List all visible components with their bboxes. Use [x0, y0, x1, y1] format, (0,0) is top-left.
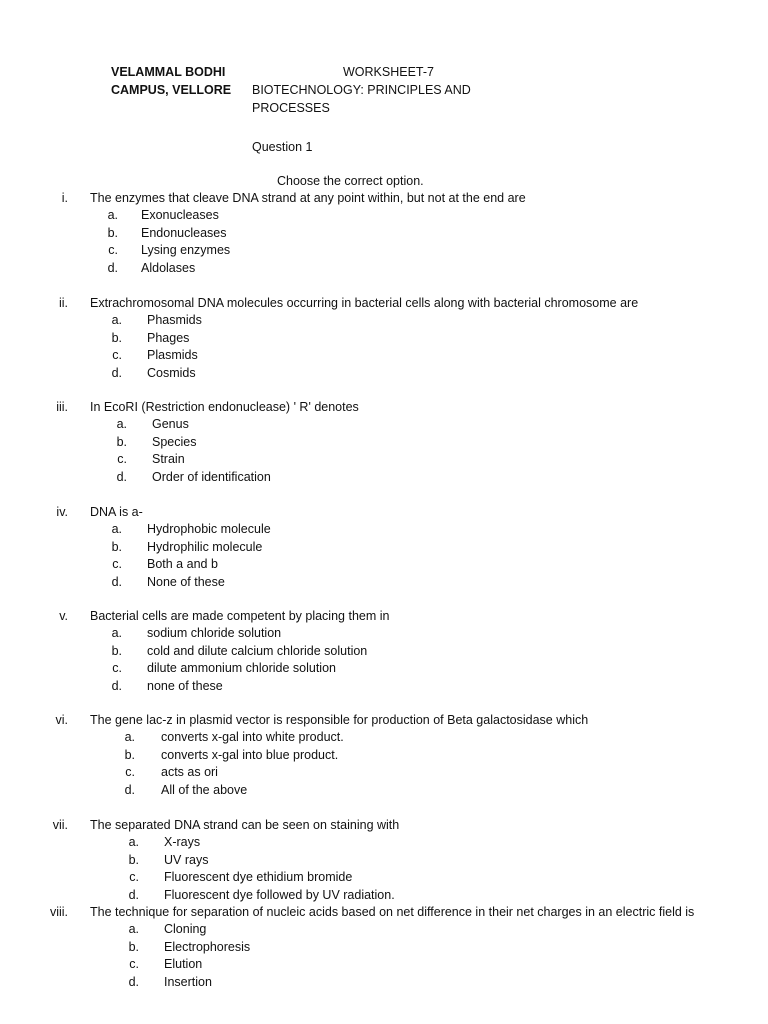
option-label: d. — [111, 678, 122, 693]
option-text: Elution — [164, 957, 203, 972]
option-label: c. — [112, 557, 122, 572]
option-text: none of these — [147, 678, 223, 693]
option-text: Both a and b — [147, 557, 218, 572]
question-text: The enzymes that cleave DNA strand at any point within, but not at the end are — [90, 191, 526, 205]
subject-title — [252, 82, 471, 117]
question-text: The separated DNA strand can be seen on staining with — [90, 818, 400, 832]
option-text: converts x-gal into blue product. — [161, 747, 339, 762]
option-label: d. — [128, 974, 139, 989]
option-label: b. — [111, 643, 122, 658]
question-text: The technique for separation of nucleic acids based on net difference in their net charges in an electric field is — [90, 905, 695, 919]
option-text: Phages — [147, 330, 190, 345]
question-text: Bacterial cells are made competent by placing them in — [90, 609, 390, 623]
option-text: All of the above — [161, 782, 248, 797]
question-number: vi. — [55, 713, 68, 727]
option-label: d. — [111, 365, 122, 380]
option-text: Fluorescent dye followed by UV radiation. — [164, 887, 395, 902]
option-label: b. — [107, 225, 118, 240]
option-label: d. — [107, 260, 118, 275]
option-label: c. — [112, 661, 122, 676]
question-number: vii. — [52, 818, 68, 832]
option-text: cold and dilute calcium chloride solution — [147, 643, 368, 658]
option-label: b. — [124, 747, 135, 762]
option-label: a. — [111, 522, 122, 537]
question-number: iv. — [56, 505, 68, 519]
option-text: Order of identification — [152, 469, 271, 484]
option-text: Aldolases — [141, 260, 196, 275]
option-label: d. — [124, 782, 135, 797]
option-label: c. — [108, 243, 118, 258]
question-heading: Question 1 — [252, 140, 313, 154]
option-label: b. — [128, 939, 139, 954]
option-label: d. — [111, 574, 122, 589]
option-text: Insertion — [164, 974, 212, 989]
option-text: Genus — [152, 417, 189, 432]
option-label: a. — [128, 922, 139, 937]
question-number: viii. — [49, 905, 68, 919]
option-label: b. — [116, 434, 127, 449]
subject-title-line2: PROCESSES — [252, 100, 330, 115]
worksheet-title: WORKSHEET-7 — [343, 65, 434, 79]
option-text: Species — [152, 434, 197, 449]
school-name-line1: VELAMMAL BODHI — [111, 65, 226, 79]
option-label: a. — [124, 730, 135, 745]
option-text: X-rays — [164, 835, 201, 850]
option-text: Lysing enzymes — [141, 243, 231, 258]
option-text: Hydrophilic molecule — [147, 539, 263, 554]
question-text: DNA is a- — [90, 505, 143, 519]
option-text: Hydrophobic molecule — [147, 522, 271, 537]
question-number: v. — [59, 609, 68, 623]
option-text: Cloning — [164, 922, 207, 937]
question-text: Extrachromosomal DNA molecules occurring in bacterial cells along with bacterial chromosome are — [90, 296, 639, 310]
option-text: converts x-gal into white product. — [161, 730, 344, 745]
option-text: UV rays — [164, 852, 209, 867]
option-text: Strain — [152, 452, 185, 467]
question-number: iii. — [56, 400, 68, 414]
question-text: In EcoRI (Restriction endonuclease) ' R' denotes — [90, 400, 359, 414]
option-label: c. — [112, 348, 122, 363]
option-label: b. — [111, 539, 122, 554]
option-label: c. — [129, 957, 139, 972]
option-label: a. — [116, 417, 127, 432]
option-label: d. — [116, 469, 127, 484]
option-text: Electrophoresis — [164, 939, 251, 954]
instruction-text: Choose the correct option. — [277, 174, 424, 188]
option-text: Plasmids — [147, 348, 198, 363]
subject-title-line1: BIOTECHNOLOGY: PRINCIPLES AND — [252, 83, 471, 97]
option-text: Fluorescent dye ethidium bromide — [164, 870, 353, 885]
option-label: a. — [107, 208, 118, 223]
option-label: b. — [128, 852, 139, 867]
option-text: dilute ammonium chloride solution — [147, 661, 336, 676]
option-label: c. — [117, 452, 127, 467]
option-text: Endonucleases — [141, 225, 227, 240]
option-label: c. — [129, 870, 139, 885]
school-name — [111, 64, 231, 100]
school-name-line2: CAMPUS, VELLORE — [111, 83, 232, 97]
option-label: c. — [125, 765, 135, 780]
question-text: The gene lac-z in plasmid vector is responsible for production of Beta galactosidase which — [90, 713, 589, 727]
option-text: Phasmids — [147, 313, 202, 328]
option-label: b. — [111, 330, 122, 345]
option-text: Exonucleases — [141, 208, 219, 223]
question-number: ii. — [58, 296, 68, 310]
option-text: acts as ori — [161, 765, 218, 780]
option-label: a. — [111, 313, 122, 328]
option-text: Cosmids — [147, 365, 196, 380]
option-text: None of these — [147, 574, 225, 589]
option-label: a. — [128, 835, 139, 850]
question-number: i. — [61, 191, 68, 205]
option-label: a. — [111, 626, 122, 641]
option-label: d. — [128, 887, 139, 902]
option-text: sodium chloride solution — [147, 626, 282, 641]
